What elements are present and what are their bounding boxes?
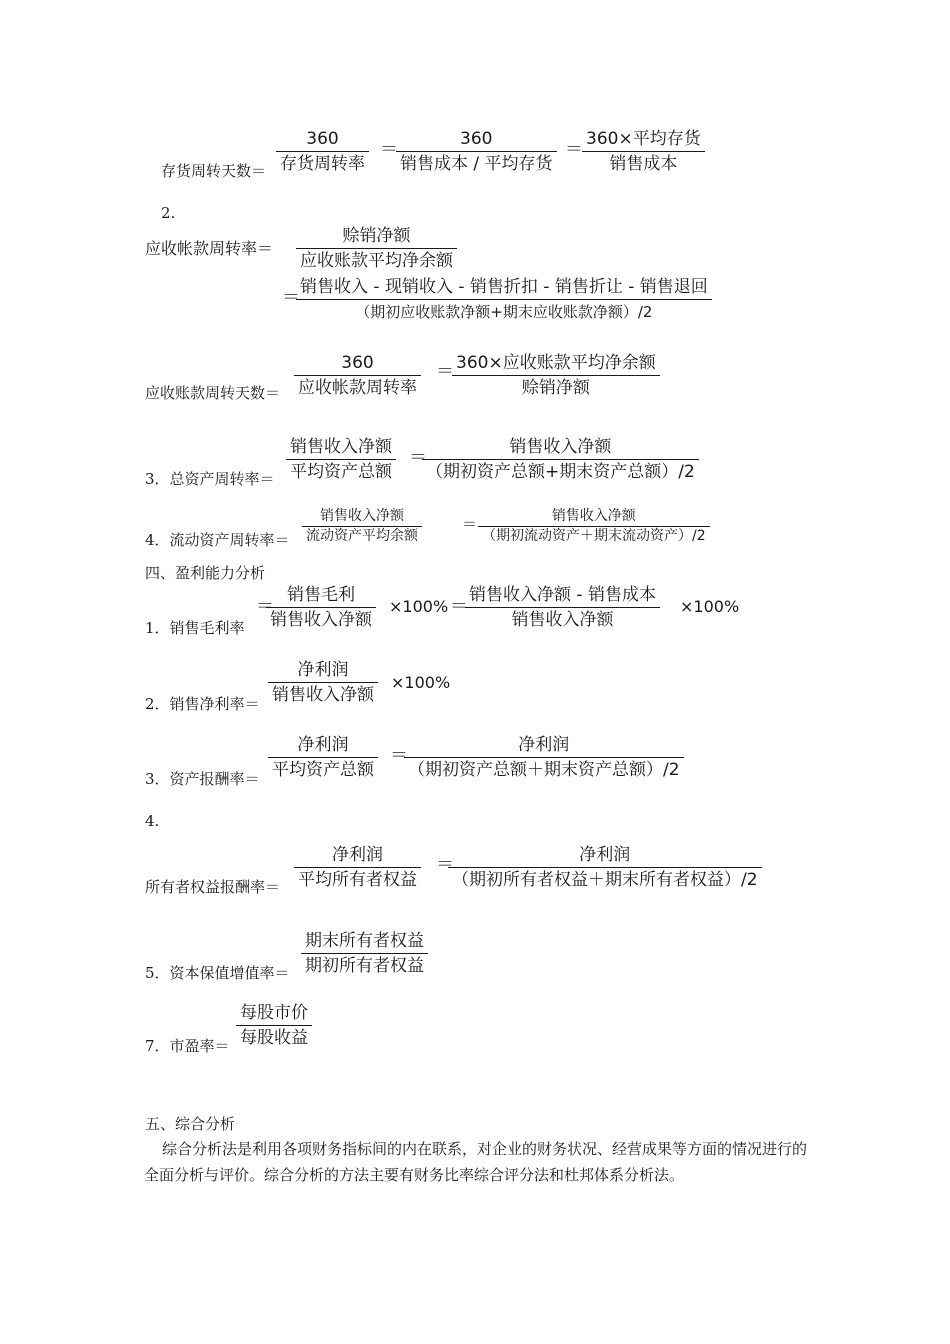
fraction-denominator: 赊销净额 <box>521 378 590 398</box>
net-margin-fraction <box>268 659 378 706</box>
fraction-denominator: 流动资产平均余额 <box>306 528 418 544</box>
fraction-numerator: 每股市价 <box>240 1003 308 1023</box>
fraction-bar <box>396 151 557 152</box>
fraction-numerator: 净利润 <box>297 660 349 680</box>
section-5-paragraph: 综合分析法是利用各项财务指标间的内在联系，对企业的财务状况、经营成果等方面的情况进行的全面分析与评价。综合分析的方法主要有财务比率综合评分法和杜邦体系分析法。 <box>144 1140 808 1184</box>
ar-days-fraction-1 <box>294 352 421 399</box>
inventory-days-fraction-2 <box>396 128 557 175</box>
fraction-denominator: （期初流动资产＋期末流动资产）/2 <box>482 528 706 544</box>
current-asset-turnover-fraction-1 <box>302 508 422 545</box>
fraction-denominator: 销售收入净额 <box>272 685 374 705</box>
fraction-denominator: （期初资产总额＋期末资产总额）/2 <box>408 760 680 780</box>
fraction-bar <box>302 526 422 527</box>
equals-sign: ＝ <box>436 854 454 875</box>
fraction-denominator: 销售收入净额 <box>270 610 372 630</box>
fraction-denominator: 每股收益 <box>240 1028 308 1048</box>
current-asset-turnover-label: 4．流动资产周转率＝ <box>145 531 290 549</box>
item-number-4: 4. <box>145 812 160 830</box>
ar-turnover-fraction-2 <box>296 276 712 323</box>
fraction-numerator: 销售收入净额 <box>290 437 392 457</box>
fraction-denominator: 存货周转率 <box>280 154 365 174</box>
multiply-percent: ×100% <box>391 673 451 692</box>
fraction-numerator: 销售收入净额 - 销售成本 <box>469 585 656 605</box>
fraction-denominator: 期初所有者权益 <box>305 956 424 976</box>
fraction-denominator: （期初资产总额+期末资产总额）/2 <box>426 462 695 482</box>
pe-ratio-label: 7．市盈率＝ <box>145 1037 230 1055</box>
ar-days-label: 应收账款周转天数＝ <box>145 384 281 402</box>
fraction-bar <box>268 682 378 683</box>
fraction-bar <box>294 867 421 868</box>
fraction-numerator: 销售毛利 <box>287 585 355 605</box>
inventory-days-label: 存货周转天数＝ <box>161 162 267 180</box>
ar-turnover-fraction-1 <box>296 225 457 272</box>
fraction-bar <box>301 953 428 954</box>
equals-sign: ＝ <box>450 596 468 617</box>
fraction-numerator: 期末所有者权益 <box>305 931 424 951</box>
fraction-bar <box>266 607 376 608</box>
fraction-bar <box>286 459 396 460</box>
fraction-numerator: 净利润 <box>297 735 349 755</box>
fraction-denominator: （期初应收账款净额+期末应收账款净额）/2 <box>355 303 653 321</box>
roe-label: 所有者权益报酬率＝ <box>145 878 281 896</box>
total-asset-turnover-label: 3．总资产周转率＝ <box>145 470 275 488</box>
capital-preservation-fraction <box>301 930 428 977</box>
fraction-numerator: 净利润 <box>332 845 383 865</box>
net-margin-label: 2．销售净利率＝ <box>145 695 260 713</box>
multiply-percent: ×100% <box>680 597 740 616</box>
fraction-denominator: 平均资产总额 <box>272 760 374 780</box>
fraction-numerator: 销售收入净额 <box>320 508 404 524</box>
fraction-bar <box>582 151 705 152</box>
multiply-percent: ×100% <box>389 597 449 616</box>
fraction-numerator: 360 <box>460 129 493 149</box>
inventory-days-fraction-3 <box>582 128 705 175</box>
fraction-numerator: 360×应收账款平均净余额 <box>456 353 656 373</box>
current-asset-turnover-fraction-2 <box>478 508 710 545</box>
ar-turnover-label: 应收帐款周转率＝ <box>145 239 274 258</box>
fraction-bar <box>422 459 699 460</box>
total-asset-turnover-fraction-2 <box>422 436 699 483</box>
fraction-numerator: 销售收入净额 <box>509 437 612 457</box>
gross-margin-fraction-2 <box>465 584 660 631</box>
capital-preservation-label: 5．资本保值增值率＝ <box>145 964 290 982</box>
roa-label: 3．资产报酬率＝ <box>145 770 260 788</box>
fraction-bar <box>268 757 378 758</box>
fraction-bar <box>296 299 712 300</box>
section-4-heading: 四、盈利能力分析 <box>145 564 266 582</box>
equals-sign: ＝ <box>462 515 478 533</box>
fraction-denominator: 销售收入净额 <box>511 610 614 630</box>
roe-fraction-1 <box>294 844 421 891</box>
fraction-denominator: 销售成本 / 平均存货 <box>400 154 553 174</box>
fraction-numerator: 净利润 <box>518 735 570 755</box>
fraction-numerator: 360 <box>341 353 374 373</box>
roe-fraction-2 <box>448 844 762 891</box>
fraction-bar <box>276 151 369 152</box>
roa-fraction-1 <box>268 734 378 781</box>
equals-sign: ＝ <box>282 287 300 308</box>
fraction-bar <box>236 1025 312 1026</box>
roa-fraction-2 <box>404 734 684 781</box>
fraction-bar <box>465 607 660 608</box>
equals-sign: ＝ <box>565 139 583 160</box>
fraction-numerator: 360 <box>306 129 339 149</box>
equals-sign: ＝ <box>436 361 454 382</box>
fraction-bar <box>448 867 762 868</box>
fraction-denominator: 应收帐款周转率 <box>298 378 417 398</box>
inventory-days-fraction-1 <box>276 128 369 175</box>
fraction-denominator: 应收账款平均净余额 <box>300 251 453 271</box>
fraction-numerator: 赊销净额 <box>342 226 411 246</box>
pe-ratio-fraction <box>236 1002 312 1049</box>
section-5-heading: 五、综合分析 <box>145 1115 236 1133</box>
gross-margin-label: 1．销售毛利率 <box>145 619 245 637</box>
fraction-bar <box>404 757 684 758</box>
fraction-bar <box>294 375 421 376</box>
item-number-2: 2. <box>161 204 176 222</box>
equals-sign: ＝ <box>256 596 274 617</box>
fraction-denominator: （期初所有者权益＋期末所有者权益）/2 <box>452 870 758 890</box>
fraction-numerator: 净利润 <box>579 845 631 865</box>
gross-margin-fraction-1 <box>266 584 376 631</box>
fraction-numerator: 360×平均存货 <box>586 129 701 149</box>
fraction-bar <box>452 375 660 376</box>
fraction-denominator: 销售成本 <box>609 154 678 174</box>
fraction-bar <box>296 248 457 249</box>
total-asset-turnover-fraction-1 <box>286 436 396 483</box>
fraction-numerator: 销售收入 - 现销收入 - 销售折扣 - 销售折让 - 销售退回 <box>300 277 708 297</box>
equals-sign: ＝ <box>390 745 408 766</box>
equals-sign: ＝ <box>380 139 398 160</box>
fraction-denominator: 平均资产总额 <box>290 462 392 482</box>
fraction-bar <box>478 526 710 527</box>
fraction-denominator: 平均所有者权益 <box>298 870 417 890</box>
equals-sign: ＝ <box>409 447 427 468</box>
fraction-numerator: 销售收入净额 <box>551 508 636 524</box>
ar-days-fraction-2 <box>452 352 660 399</box>
